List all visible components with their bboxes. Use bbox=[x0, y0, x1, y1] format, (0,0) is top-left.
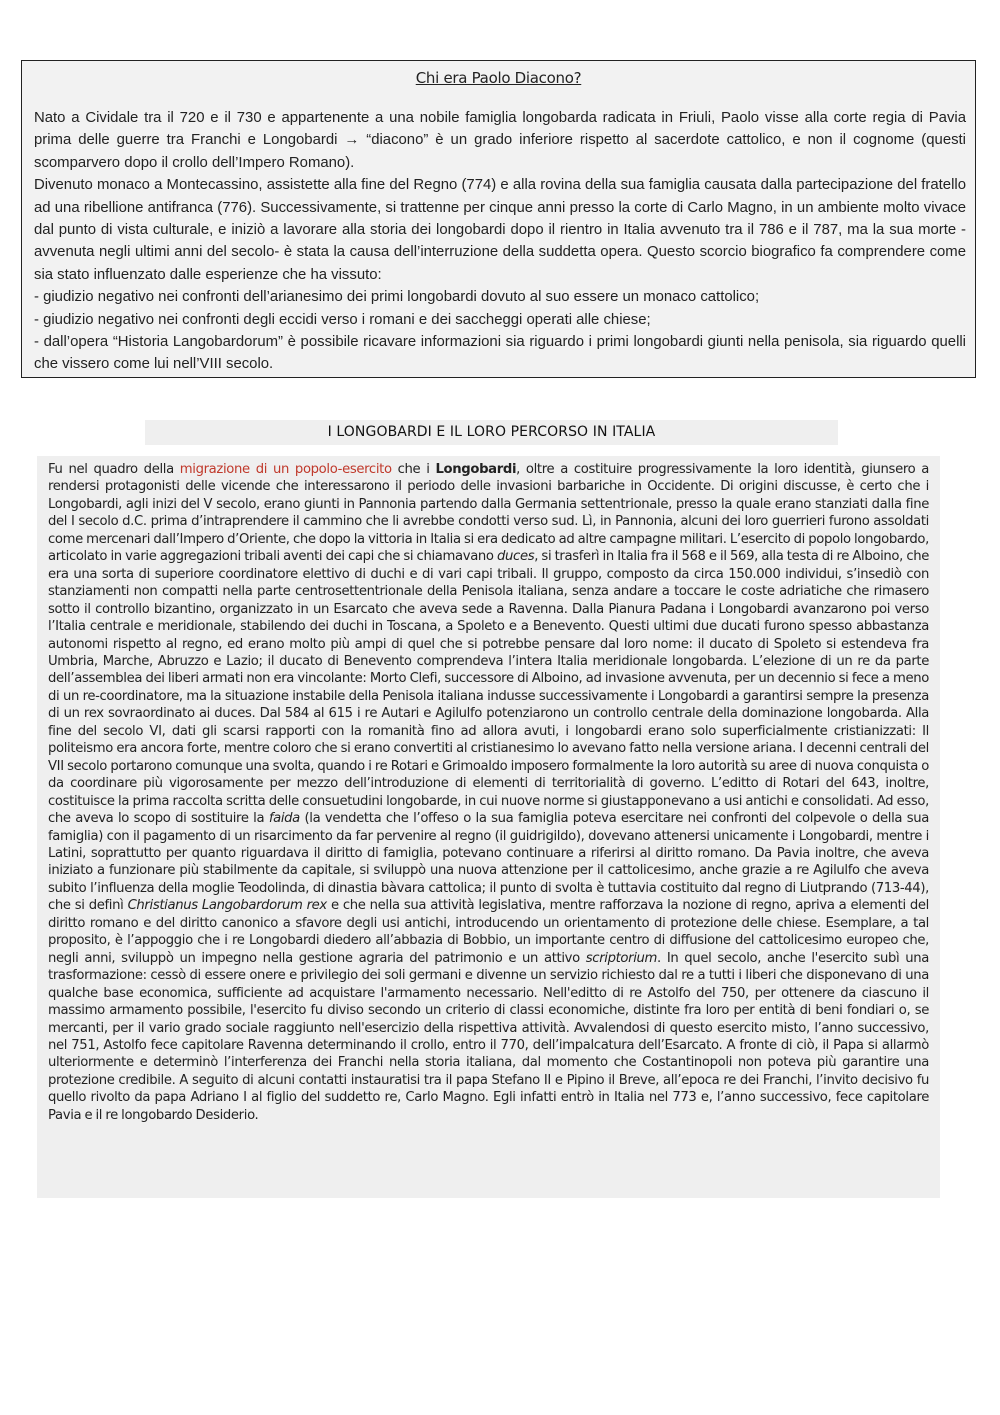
biography-box bbox=[21, 60, 976, 378]
history-box bbox=[37, 456, 940, 1198]
text-run: . In quel secolo, anche l'esercito subì una trasformazione: cessò di essere onere e privilegio dei soli germani e divenne un servizio richiesto dal re a tutti i liberi che disponevano di una qualche base economica, sufficiente ad acquistare l'armamento necessario. Nell'editto di re Astolfo del 750, per ottenere da ciascuno il massimo armamento possibile, l'esercito fu diviso secondo un criterio di classi economiche, distinte fra loro per entità di beni fondiari o, se mercanti, per il vario grado sociale raggiunto nell'esercizio della rispettiva attività. Avvalendosi di questo esercito misto, l’anno successivo, nel 751, Astolfo fece capitolare Ravenna determinando il crollo, entro il 770, dell’impalcatura dell’Esarcato. A fronte di ciò, il Papa si allarmò ulteriormente e determinò l’interferenza dei Franchi nella storia italiana, dal momento che Costantinopoli non poteva più garantire una protezione credibile. A seguito di alcuni contatti instauratisi tra il papa Stefano II e Pipino il Breve, all’epoca re dei Franchi, l’invito decisivo fu quello rivolto da papa Adriano I al figlio del suddetto re, Carlo Magno. Egli infatti entrò in Italia nel 773 e, l’anno successivo, fece capitolare Pavia e il re longobardo Desiderio. bbox=[48, 950, 929, 1123]
biography-body bbox=[34, 107, 966, 376]
italic-term: Christianus Langobardorum rex bbox=[127, 898, 327, 914]
history-text bbox=[48, 461, 929, 1124]
text-run: (la vendetta che l’offeso o la sua famiglia poteva esercitare nei confronti del colpevole o della sua famiglia) con il pagamento di un risarcimento da far pervenire al regno (il guidrigildo), dovevano attenersi unicamente i Longobardi, mentre i Latini, soprattutto per quanto riguardava il diritto di famiglia, potevano continuare a riferirsi al diritto romano. Da Pavia inoltre, che aveva iniziato a funzionare più stabilmente da capitale, si sviluppò una nuova attenzione per il cattolicesimo, anche grazie a re Agilulfo che aveva subito l’influenza della moglie Teodolinda, di dinastia bàvara cattolica; il punto di svolta è tuttavia costituito dal regno di Liutprando (713-44), che si definì bbox=[48, 811, 929, 914]
biography-title: Chi era Paolo Diacono? bbox=[415, 69, 582, 87]
text-run: e che nella sua attività legislativa, mentre rafforzava la nozione di regno, apriva a elementi del diritto romano e del diritto canonico a sfavore degli usi antichi, introducendo un orientamento di protezione delle chiese. Esemplare, a tal proposito, è l’appoggio che i re Longobardi diedero all’abbazia di Bobbio, un importante centro di diffusione del cattolicesimo europeo che, negli anni, sviluppò un impegno nella gestione agraria del patrimonio e un attivo bbox=[48, 898, 929, 966]
text-run: Fu nel quadro della bbox=[48, 462, 180, 477]
italic-term: scriptorium bbox=[585, 950, 658, 966]
bullet-item: - giudizio negativo nei confronti degli eccidi verso i romani e dei saccheggi operati alle chiese; bbox=[34, 311, 651, 328]
section-heading: I LONGOBARDI E IL LORO PERCORSO IN ITALIA bbox=[145, 420, 838, 445]
bold-term: Longobardi bbox=[435, 462, 517, 477]
bullet-item: - dall’opera “Historia Langobardorum” è possibile ricavare informazioni sia riguardo i primi longobardi giunti nella penisola, sia riguardo quelli che vissero come lui nell’VIII secolo. bbox=[34, 334, 966, 373]
biography-paragraph: Divenuto monaco a Montecassino, assistette alla fine del Regno (774) e alla rovina della sua famiglia causata dalla partecipazione del fratello ad una ribellione antifranca (776). Successivamente, si trattenne per cinque anni presso la corte di Carlo Magno, in un ambiente molto vivace dal punto di vista culturale, e iniziò a lavorare alla storia dei longobardi dopo il rientro in Italia avvenuto tra il 786 e il 787, ma la sua morte -avvenuta negli ultimi anni del secolo- è stata la causa dell’interruzione della suddetta opera. Questo scorcio biografico fa comprendere come sia stato influenzato dalle esperienze che ha vissuto: bbox=[34, 177, 966, 283]
text-run: che i bbox=[391, 462, 436, 477]
text-run: , si trasferì in Italia fra il 568 e il 569, alla testa di re Alboino, che era una sorta di superiore coordinatore elettivo di duchi e di vari capi tribali. Il gruppo, composto da circa 150.000 individui, s’insediò con stanziamenti non compatti nella parte centrosettentrionale della Penisola italiana, senza andare a toccare le coste adriatiche che rimasero sotto il controllo bizantino, organizzato in un Esarcato che aveva sede a Ravenna. Dalla Pianura Padana i Longobardi avanzarono poi verso l’Italia centrale e meridionale, stabilendo dei duchi in Toscana, a Spoleto e a Benevento. Questi ultimi due ducati furono spesso abbastanza autonomi rispetto al regno, ed erano molto più ampi di quel che si potrebbe pensare dal loro nome: il ducato di Spoleto si estendeva fra Umbria, Marche, Abruzzo e Lazio; il ducato di Benevento comprendeva l’intera Italia meridionale longobarda. L’elezione di un re da parte dell’assemblea dei liberi armati non era vincolante: Morto Clefi, successore di Alboino, ad invasione avvenuta, per un decennio si fece a meno di un re-coordinatore, ma la situazione instabile della Penisola italiana indusse successivamente i Longobardi a garantirsi sempre la presenza di un rex sovraordinato ai duces. Dal 584 al 615 i re Autari e Agilulfo potenziarono un controllo centrale della dominazione longobarda. Alla fine del secolo VI, dati gli scarsi rapporti con la romanità fino ad allora avuti, i longobardi erano solo superficialmente cristianizzati: Il politeismo era ancora forte, mentre coloro che si erano convertiti al cristianesimo lo avevano fatto nella versione ariana. I decenni centrali del VII secolo portarono comunque una svolta, quando i re Rotari e Grimoaldo imposero formalmente la loro autorità su aree di nuova conquista o da coordinare più vigorosamente per mezzo dell’introduzione di elementi di territorialità di governo. L’editto di Rotari del 643, inoltre, costituisce la prima raccolta scritta delle consuetudini longobarde, in cui nuove norme si giustapponevano a usi antichi e consolidati. Ad esso, che aveva lo scopo di sostituire la bbox=[48, 549, 929, 827]
italic-term: faida bbox=[268, 811, 300, 827]
text-run: , oltre a costituire progressivamente la loro identità, giunsero a rendersi protagonisti delle vicende che interessarono il periodo delle invasioni barbariche in Occidente. Di origini discusse, è certo che i Longobardi, agli inizi del V secolo, erano giunti in Pannonia partendo dalla Germania settentrionale, presso la quale erano stanziati dalla fine del I secolo d.C. prima d’intraprendere il cammino che li avrebbe condotti verso sud. Lì, in Pannonia, alcuni dei loro guerrieri furono assoldati come mercenari dall’Impero d’Oriente, che dopo la vittoria in Italia si era dedicato ad altre campagne militari. L’esercito di popolo longobardo, articolato in varie aggregazioni tribali aventi dei capi che si chiamavano bbox=[48, 462, 930, 565]
bullet-item: - giudizio negativo nei confronti dell’arianesimo dei primi longobardi dovuto al suo essere un monaco cattolico; bbox=[34, 289, 760, 306]
biography-paragraph: Nato a Cividale tra il 720 e il 730 e appartenente a una nobile famiglia longobarda radicata in Friuli, Paolo visse alla corte regia di Pavia prima delle guerre tra Franchi e Longobardi → “diacono” è un grado inferiore rispetto al sacerdote cattolico, e non il cognome (questi scomparvero dopo il crollo dell’Impero Romano). bbox=[34, 110, 966, 171]
highlighted-phrase: migrazione di un popolo-esercito bbox=[179, 462, 392, 477]
italic-term: duces bbox=[497, 549, 535, 565]
